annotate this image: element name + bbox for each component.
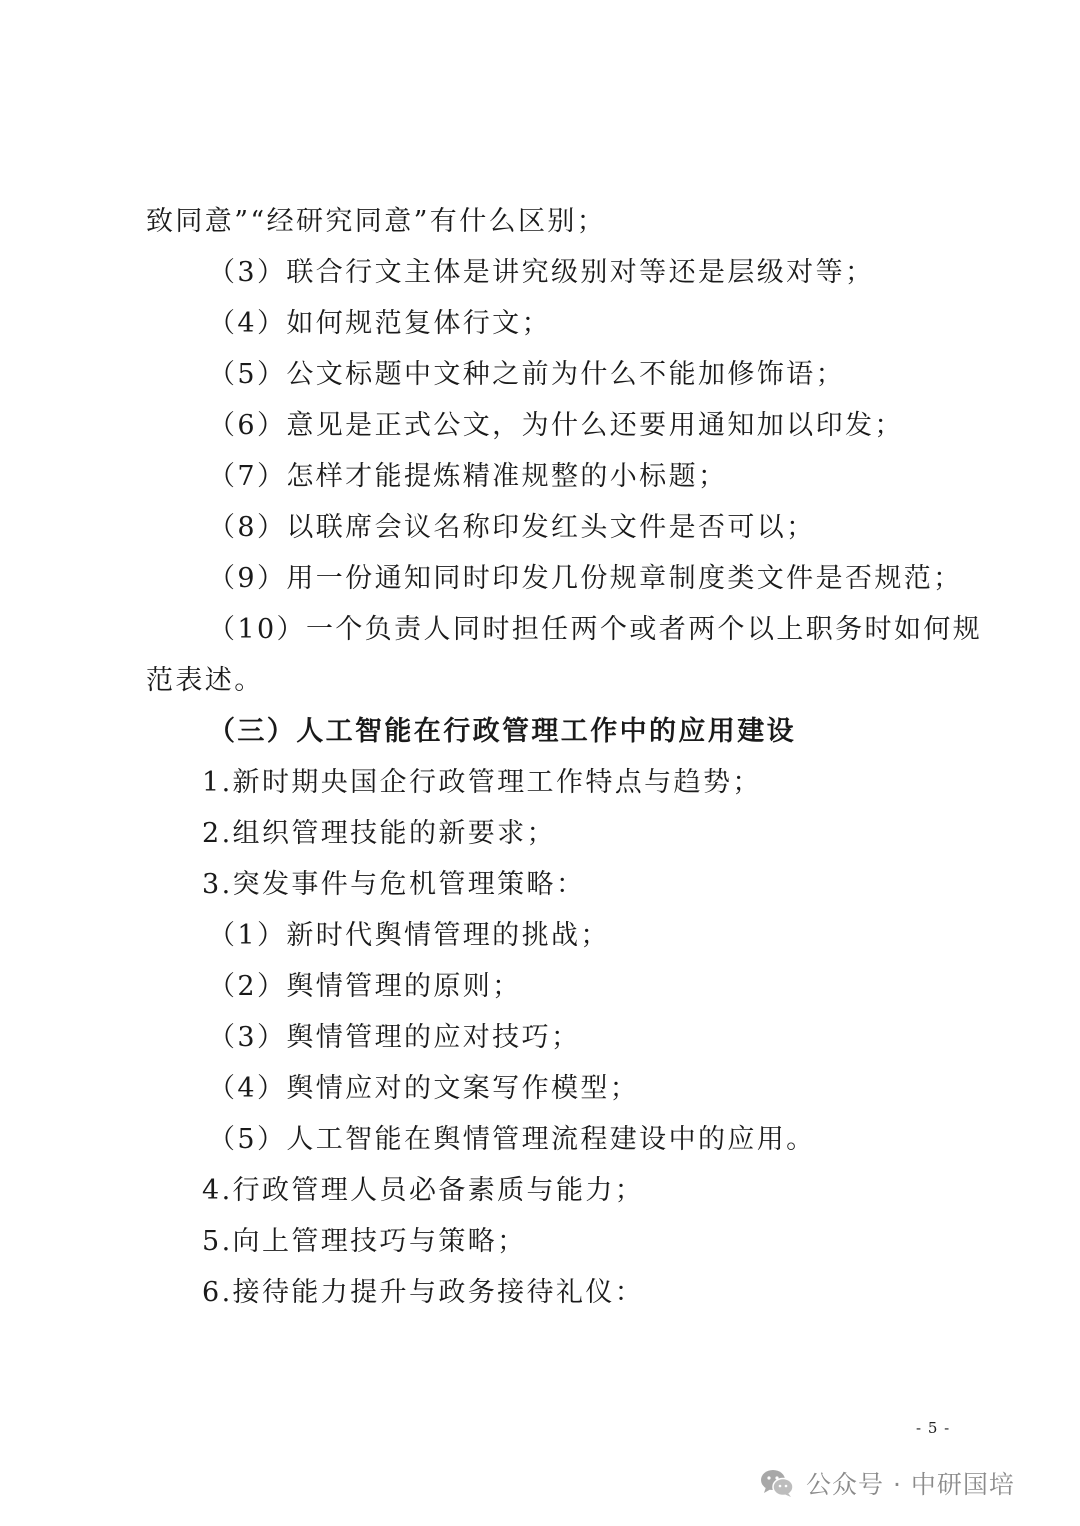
list-item: （1）新时代舆情管理的挑战；: [208, 920, 610, 951]
list-item: 3.突发事件与危机管理策略：: [202, 869, 586, 900]
text-line: 范表述。: [146, 665, 264, 696]
page-number: - 5 -: [916, 1419, 951, 1437]
text-line: 致同意”“经研究同意”有什么区别；: [146, 206, 607, 237]
list-item: （5）人工智能在舆情管理流程建设中的应用。: [208, 1124, 816, 1155]
list-item: （9）用一份通知同时印发几份规章制度类文件是否规范；: [208, 563, 963, 594]
section-heading: （三）人工智能在行政管理工作中的应用建设: [208, 716, 796, 747]
list-item: （3）联合行文主体是讲究级别对等还是层级对等；: [208, 257, 875, 288]
list-item: （4）如何规范复体行文；: [208, 308, 551, 339]
list-item: （7）怎样才能提炼精准规整的小标题；: [208, 461, 728, 492]
list-item: （5）公文标题中文种之前为什么不能加修饰语；: [208, 359, 845, 390]
list-item: （10）一个负责人同时担任两个或者两个以上职务时如何规: [208, 614, 983, 645]
list-item: （8）以联席会议名称印发红头文件是否可以；: [208, 512, 816, 543]
list-item: 2.组织管理技能的新要求；: [202, 818, 556, 849]
wechat-icon: [760, 1468, 794, 1498]
list-item: 4.行政管理人员必备素质与能力；: [202, 1175, 645, 1206]
watermark-text: 公众号 · 中研国培: [806, 1470, 1015, 1499]
list-item: （2）舆情管理的原则；: [208, 971, 522, 1002]
list-item: （4）舆情应对的文案写作模型；: [208, 1073, 640, 1104]
list-item: 1.新时期央国企行政管理工作特点与趋势；: [202, 767, 762, 798]
list-item: 5.向上管理技巧与策略；: [202, 1226, 527, 1257]
watermark: [760, 1460, 1015, 1506]
list-item: 6.接待能力提升与政务接待礼仪：: [202, 1277, 645, 1308]
list-item: （6）意见是正式公文，为什么还要用通知加以印发；: [208, 410, 904, 441]
list-item: （3）舆情管理的应对技巧；: [208, 1022, 581, 1053]
